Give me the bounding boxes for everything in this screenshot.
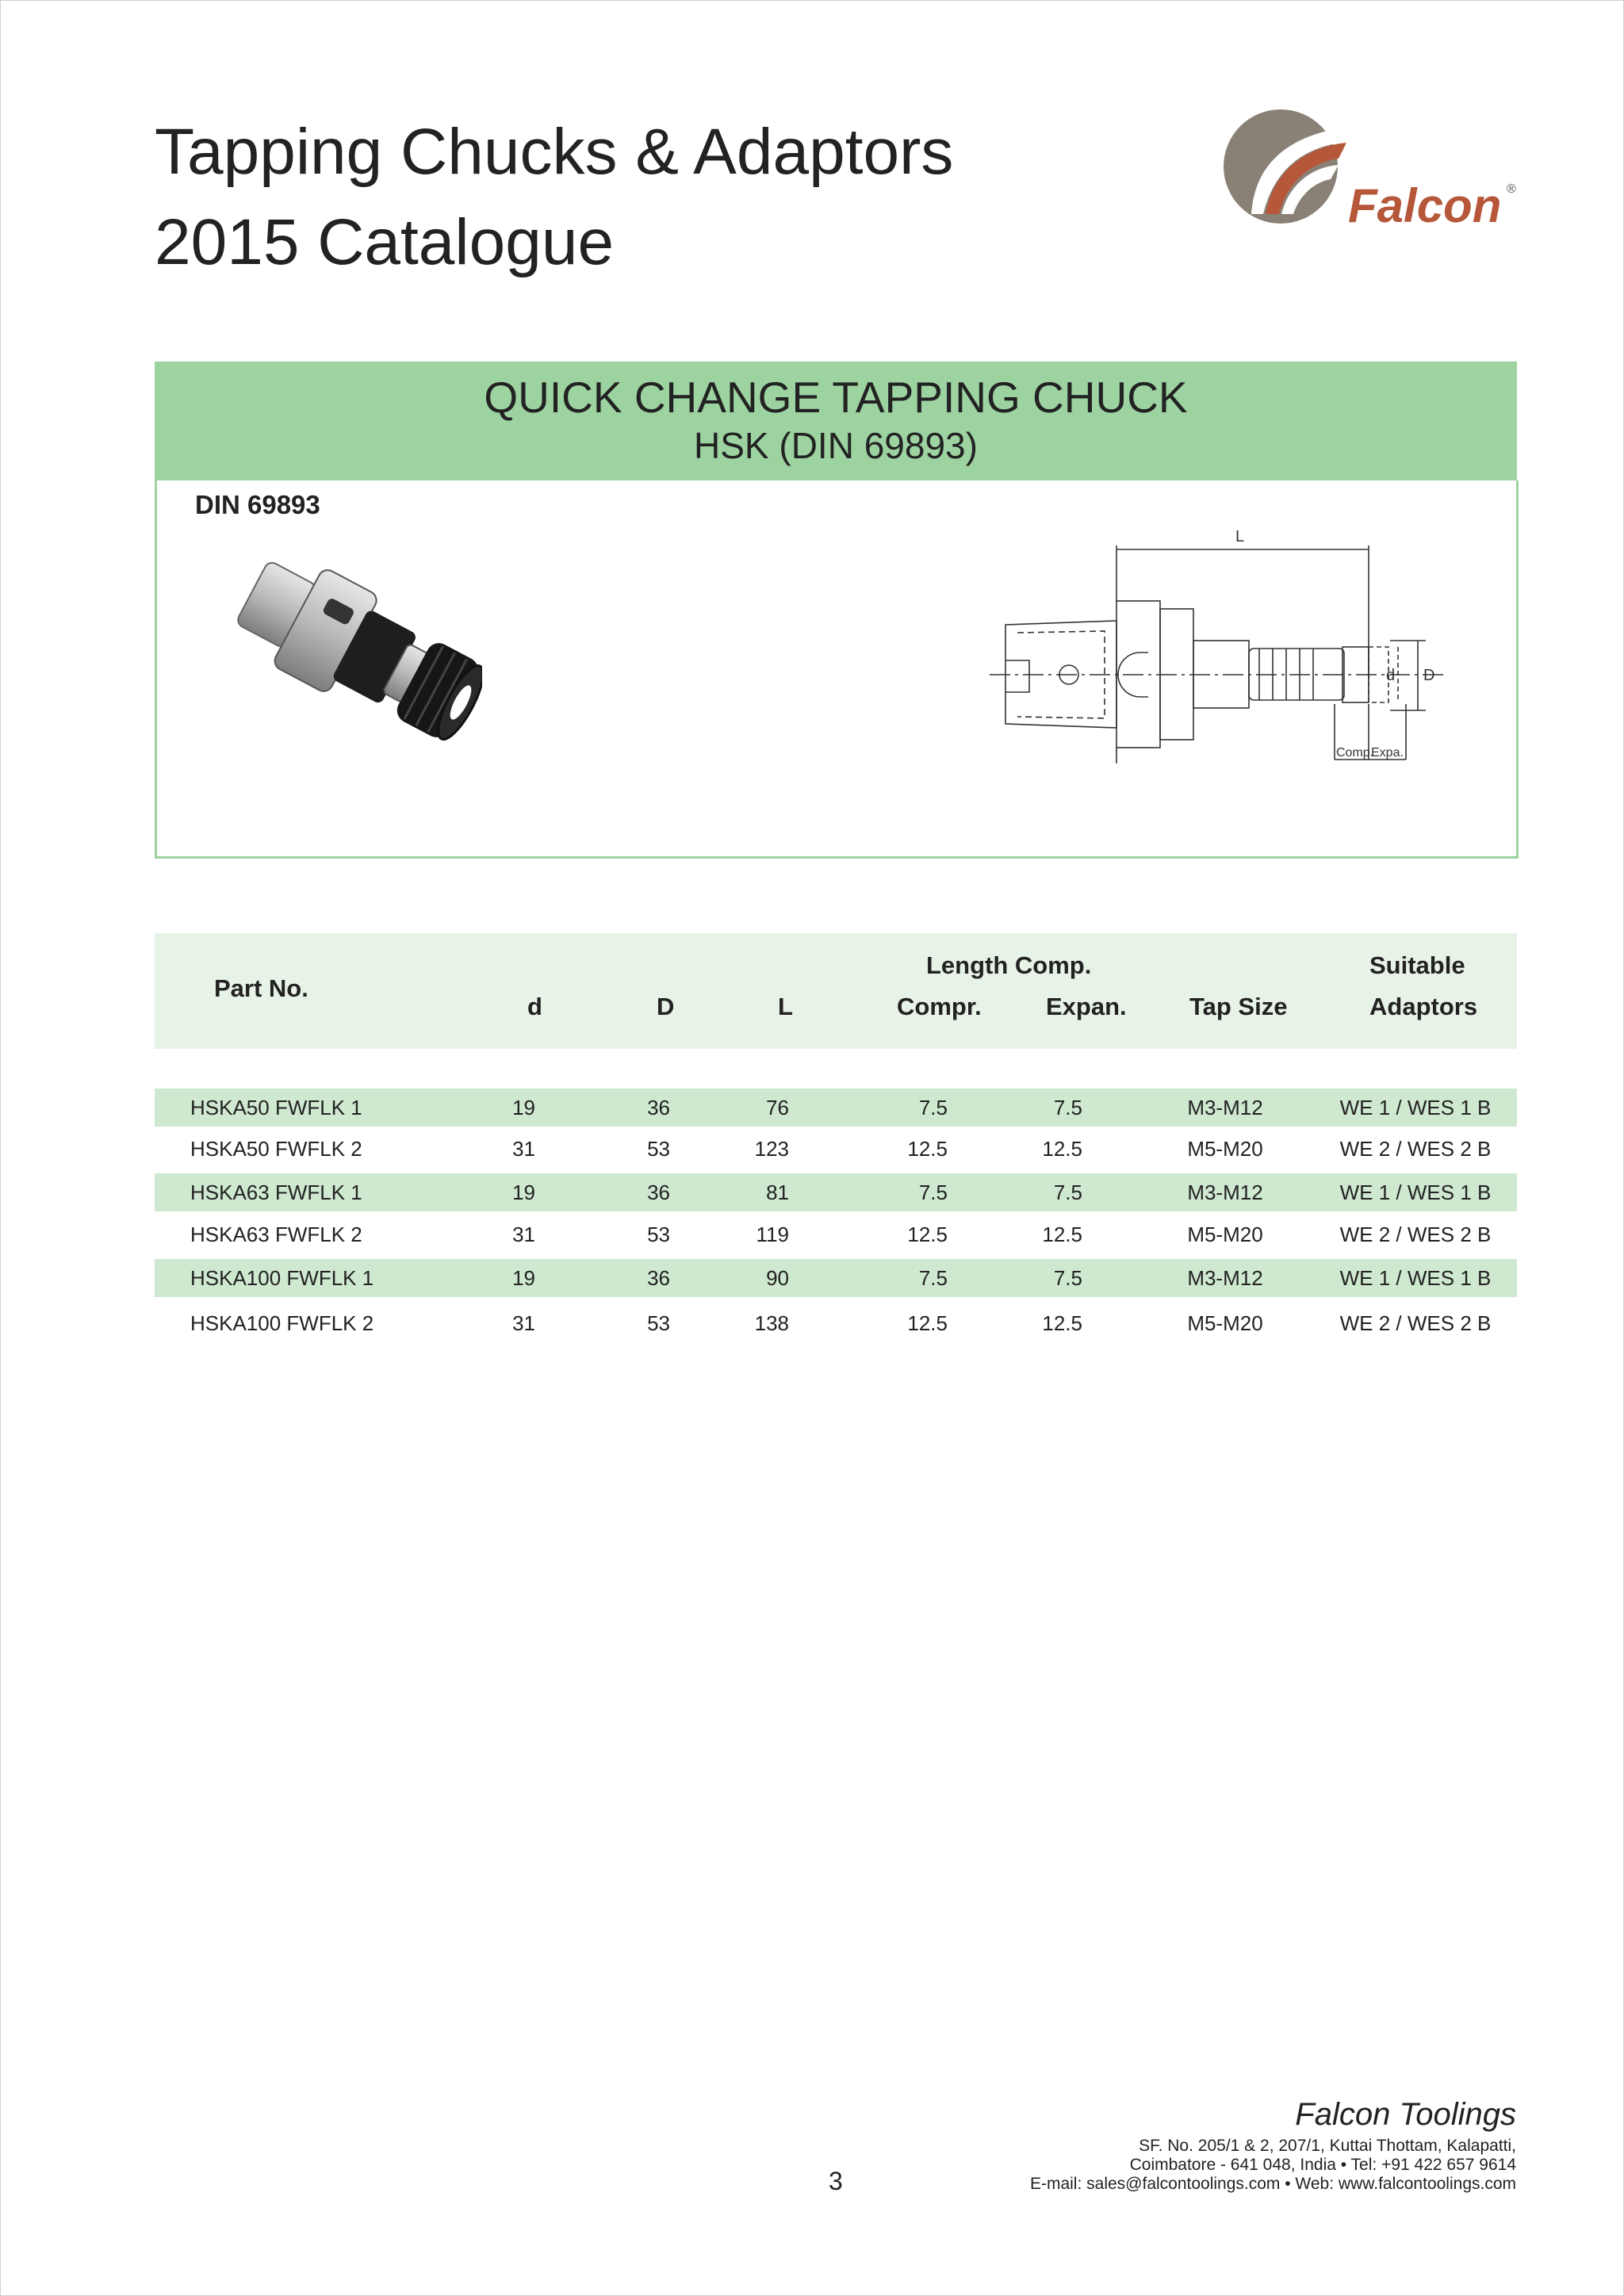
table-row xyxy=(155,1304,1517,1342)
cell-expan: 7.5 xyxy=(1053,1266,1082,1290)
cell-compr: 7.5 xyxy=(918,1096,948,1119)
cell-adaptors: WE 1 / WES 1 B xyxy=(1339,1181,1492,1204)
cell-compr: 7.5 xyxy=(918,1181,948,1204)
cell-D: 53 xyxy=(647,1223,670,1246)
cell-D: 53 xyxy=(647,1311,670,1335)
cell-part-no: HSKA100 FWFLK 1 xyxy=(190,1266,374,1290)
title-line-1: Tapping Chucks & Adaptors xyxy=(155,116,954,188)
cell-L: 119 xyxy=(756,1223,789,1246)
cell-expan: 12.5 xyxy=(1042,1311,1082,1335)
cell-L: 90 xyxy=(766,1266,789,1290)
cell-adaptors: WE 2 / WES 2 B xyxy=(1339,1223,1492,1246)
cell-tap-size: M5-M20 xyxy=(1187,1311,1263,1335)
header-adaptors: Adaptors xyxy=(1369,993,1478,1020)
cell-adaptors: WE 2 / WES 2 B xyxy=(1339,1311,1492,1335)
table-row xyxy=(155,1089,1517,1127)
cell-adaptors: WE 1 / WES 1 B xyxy=(1339,1096,1492,1119)
cell-part-no: HSKA50 FWFLK 1 xyxy=(190,1096,362,1119)
cell-tap-size: M5-M20 xyxy=(1187,1223,1263,1246)
dim-label-expa: Expa. xyxy=(1371,746,1404,760)
cell-expan: 12.5 xyxy=(1042,1137,1082,1161)
cell-compr: 7.5 xyxy=(918,1266,948,1290)
header-expan: Expan. xyxy=(1046,993,1127,1020)
figure-box xyxy=(155,480,1519,859)
footer-address-1: SF. No. 205/1 & 2, 207/1, Kuttai Thottam, Kalapatti, xyxy=(1139,2137,1516,2155)
header-suitable: Suitable xyxy=(1369,951,1465,979)
page-number: 3 xyxy=(829,2167,843,2195)
table-header xyxy=(155,933,1517,1049)
technical-drawing xyxy=(986,522,1461,815)
section-title: QUICK CHANGE TAPPING CHUCK xyxy=(484,373,1188,422)
cell-D: 53 xyxy=(647,1137,670,1161)
header-tap-size: Tap Size xyxy=(1189,993,1288,1020)
cell-expan: 7.5 xyxy=(1053,1181,1082,1204)
tapping-chuck-photo xyxy=(228,536,482,766)
table-row xyxy=(155,1173,1517,1211)
cell-d: 31 xyxy=(512,1137,535,1161)
cell-d: 19 xyxy=(512,1181,535,1204)
cell-compr: 12.5 xyxy=(907,1311,948,1335)
cell-L: 138 xyxy=(754,1311,789,1335)
dim-label-comp: Comp. xyxy=(1336,746,1374,760)
cell-compr: 12.5 xyxy=(907,1137,948,1161)
footer-address-2: Coimbatore - 641 048, India • Tel: +91 422 657 9614 xyxy=(1129,2156,1516,2174)
cell-tap-size: M3-M12 xyxy=(1187,1266,1263,1290)
cell-tap-size: M5-M20 xyxy=(1187,1137,1263,1161)
cell-tap-size: M3-M12 xyxy=(1187,1181,1263,1204)
footer-company: Falcon Toolings xyxy=(1295,2097,1516,2132)
cell-d: 19 xyxy=(512,1096,535,1119)
header-D: D xyxy=(657,993,675,1020)
header-length-comp: Length Comp. xyxy=(926,951,1092,979)
header-d: d xyxy=(527,993,542,1020)
cell-L: 76 xyxy=(766,1096,789,1119)
title-line-2: 2015 Catalogue xyxy=(155,206,615,278)
table-row xyxy=(155,1130,1517,1168)
section-subtitle: HSK (DIN 69893) xyxy=(694,425,978,466)
cell-part-no: HSKA50 FWFLK 2 xyxy=(190,1137,362,1161)
header-L: L xyxy=(778,993,793,1020)
cell-compr: 12.5 xyxy=(907,1223,948,1246)
cell-adaptors: WE 2 / WES 2 B xyxy=(1339,1137,1492,1161)
brand-name: Falcon xyxy=(1348,179,1502,232)
section-banner xyxy=(155,362,1517,480)
cell-d: 31 xyxy=(512,1311,535,1335)
registered-mark: ® xyxy=(1507,182,1516,196)
cell-tap-size: M3-M12 xyxy=(1187,1096,1263,1119)
cell-L: 81 xyxy=(766,1181,789,1204)
footer-contact: E-mail: sales@falcontoolings.com • Web: www.falcontoolings.com xyxy=(1029,2175,1516,2193)
table-row xyxy=(155,1215,1517,1253)
cell-expan: 12.5 xyxy=(1042,1223,1082,1246)
cell-adaptors: WE 1 / WES 1 B xyxy=(1339,1266,1492,1290)
cell-L: 123 xyxy=(754,1137,789,1161)
header-part-no: Part No. xyxy=(214,974,308,1002)
cell-part-no: HSKA63 FWFLK 1 xyxy=(190,1181,362,1204)
cell-d: 19 xyxy=(512,1266,535,1290)
cell-part-no: HSKA63 FWFLK 2 xyxy=(190,1223,362,1246)
table-row xyxy=(155,1259,1517,1297)
cell-D: 36 xyxy=(647,1096,670,1119)
cell-expan: 7.5 xyxy=(1053,1096,1082,1119)
cell-D: 36 xyxy=(647,1266,670,1290)
page-title xyxy=(155,107,953,288)
dim-label-D: D xyxy=(1423,667,1435,684)
cell-D: 36 xyxy=(647,1181,670,1204)
figure-label: DIN 69893 xyxy=(195,490,320,519)
dim-label-d: d xyxy=(1386,667,1396,684)
cell-d: 31 xyxy=(512,1223,535,1246)
dim-label-L: L xyxy=(1235,528,1245,545)
cell-part-no: HSKA100 FWFLK 2 xyxy=(190,1311,374,1335)
header-compr: Compr. xyxy=(897,993,982,1020)
